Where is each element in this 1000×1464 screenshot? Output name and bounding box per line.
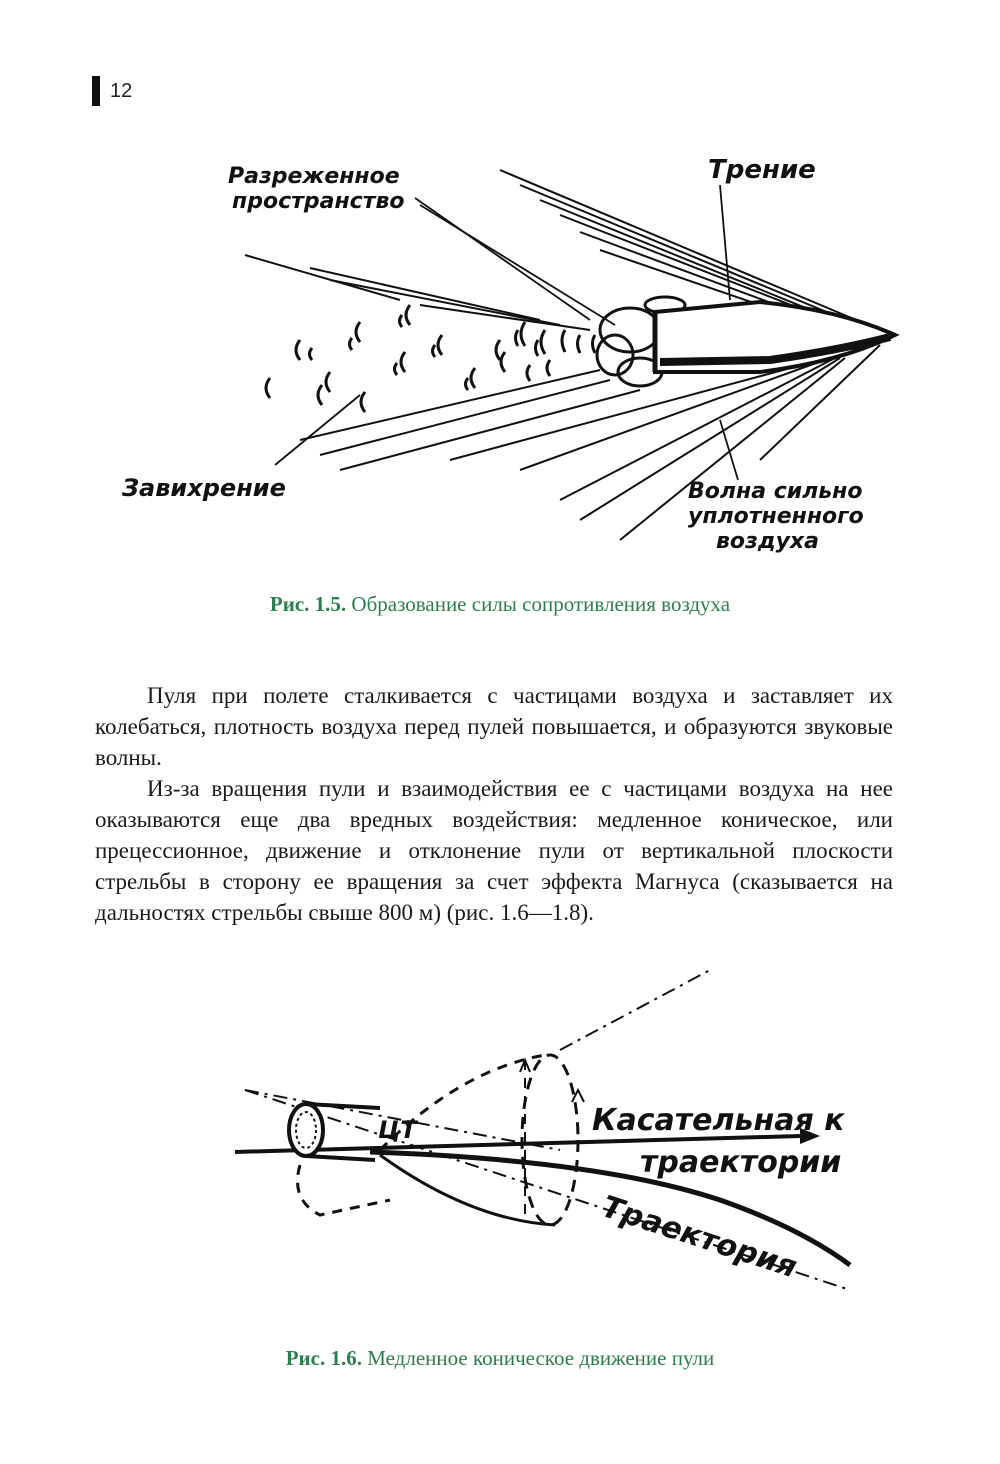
page-number: 12	[110, 80, 133, 102]
figure2-caption-label: Рис. 1.6.	[285, 1346, 362, 1370]
label-friction: Трение	[708, 155, 816, 185]
bullet-ghost	[298, 1165, 391, 1215]
label-trajectory: Траектория	[597, 1189, 802, 1286]
figure-conical-motion	[0, 960, 1000, 1330]
cone-ellipse	[522, 1055, 578, 1225]
figure2-caption-text: Медленное коническое движение пули	[361, 1346, 715, 1370]
paragraph-1: Пуля при полете сталкивается с частицами воздуха и заставляет их колебаться, плотность воздуха перед пулей повышается, и образуются звуковые волны.	[95, 683, 893, 770]
paragraph-2: Из-за вращения пули и взаимодействия ее с частицами воздуха на нее оказываются еще два вредных воздействия: медленное коническое, или прецессионное, движение и отклонение пули от вертикальной плоскости стрельбы в сторону ее вращения за счет эффекта Магнуса (сказывается на дальностях стрельбы свыше 800 м) (рис. 1.6—1.8).	[95, 776, 893, 925]
label-ct: ЦТ	[378, 1116, 417, 1144]
figure1-caption-label: Рис. 1.5.	[269, 592, 347, 616]
figure2-caption	[0, 1346, 1000, 1371]
figure-air-resistance	[0, 0, 1000, 600]
label-wave-line1: Волна сильно	[688, 479, 863, 504]
label-tangent-line2: траектории	[640, 1145, 842, 1180]
label-vortex: Завихрение	[122, 474, 286, 502]
figure1-caption	[0, 592, 1000, 617]
label-rarefied-line2: пространство	[232, 189, 405, 214]
cone-lower	[380, 1155, 555, 1225]
conical-motion-drawing	[0, 960, 1000, 1330]
figure1-caption-text: Образование силы сопротивления воздуха	[346, 592, 731, 616]
label-tangent-line1: Касательная к	[592, 1103, 845, 1138]
air-resistance-drawing	[0, 0, 1000, 600]
label-wave-line3: воздуха	[716, 529, 819, 554]
label-rarefied-line1: Разреженное	[228, 164, 400, 189]
label-wave-line2: уплотненного	[688, 504, 864, 529]
body-text	[95, 680, 893, 928]
